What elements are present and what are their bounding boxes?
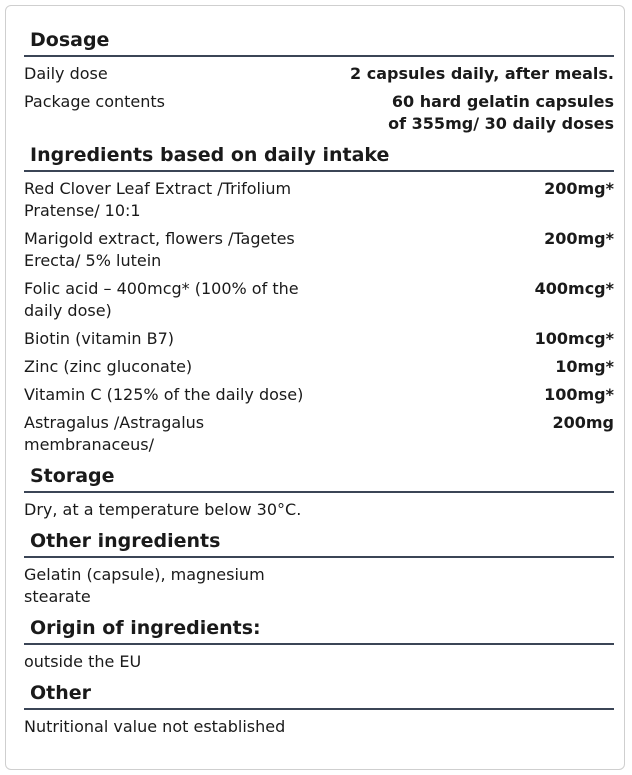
ingredient-amount: 400mcg* <box>534 279 614 298</box>
ingredient-amount: 100mcg* <box>534 329 614 348</box>
ingredient-name: Folic acid – 400mcg* (100% of the daily dose) <box>24 279 299 320</box>
section-ingredients <box>24 143 614 456</box>
storage-text: Dry, at a temperature below 30°C. <box>24 500 302 519</box>
ingredient-name: Red Clover Leaf Extract /Trifolium Pratense/ 10:1 <box>24 179 292 220</box>
row-label: Package contents <box>24 92 165 111</box>
section-title-other: Other <box>24 681 614 710</box>
section-storage <box>24 464 614 521</box>
ingredient-row <box>24 228 614 272</box>
ingredient-name: Astragalus /Astragalus membranaceus/ <box>24 413 205 454</box>
origin-row <box>24 651 614 673</box>
other-row <box>24 716 614 738</box>
ingredient-amount: 200mg <box>552 413 614 432</box>
row-label: Daily dose <box>24 64 108 83</box>
row-value: 60 hard gelatin capsules of 355mg/ 30 daily doses <box>388 92 614 133</box>
other-ingredients-text: Gelatin (capsule), magnesium stearate <box>24 565 265 606</box>
product-info-card <box>5 5 625 770</box>
ingredient-name: Biotin (vitamin B7) <box>24 329 175 348</box>
section-title-origin: Origin of ingredients: <box>24 616 614 645</box>
ingredient-row <box>24 328 614 350</box>
ingredient-name: Marigold extract, flowers /Tagetes Erecta/ 5% lutein <box>24 229 295 270</box>
ingredient-row <box>24 384 614 406</box>
product-info-content <box>24 28 614 746</box>
row-value: 2 capsules daily, after meals. <box>350 64 614 83</box>
ingredient-row <box>24 356 614 378</box>
section-title-storage: Storage <box>24 464 614 493</box>
row-package-contents <box>24 91 614 135</box>
ingredient-amount: 200mg* <box>544 179 614 198</box>
origin-text: outside the EU <box>24 652 142 671</box>
other-text: Nutritional value not established <box>24 717 286 736</box>
section-title-other-ingredients: Other ingredients <box>24 529 614 558</box>
section-origin <box>24 616 614 673</box>
storage-row <box>24 499 614 521</box>
ingredient-name: Vitamin C (125% of the daily dose) <box>24 385 304 404</box>
ingredient-row <box>24 278 614 322</box>
ingredient-row <box>24 412 614 456</box>
section-title-ingredients: Ingredients based on daily intake <box>24 143 614 172</box>
section-dosage <box>24 28 614 135</box>
ingredient-amount: 10mg* <box>555 357 614 376</box>
row-daily-dose <box>24 63 614 85</box>
section-title-dosage: Dosage <box>24 28 614 57</box>
section-other <box>24 681 614 738</box>
other-ingredients-row <box>24 564 614 608</box>
ingredient-amount: 100mg* <box>544 385 614 404</box>
ingredient-row <box>24 178 614 222</box>
ingredient-amount: 200mg* <box>544 229 614 248</box>
ingredient-name: Zinc (zinc gluconate) <box>24 357 193 376</box>
section-other-ingredients <box>24 529 614 608</box>
